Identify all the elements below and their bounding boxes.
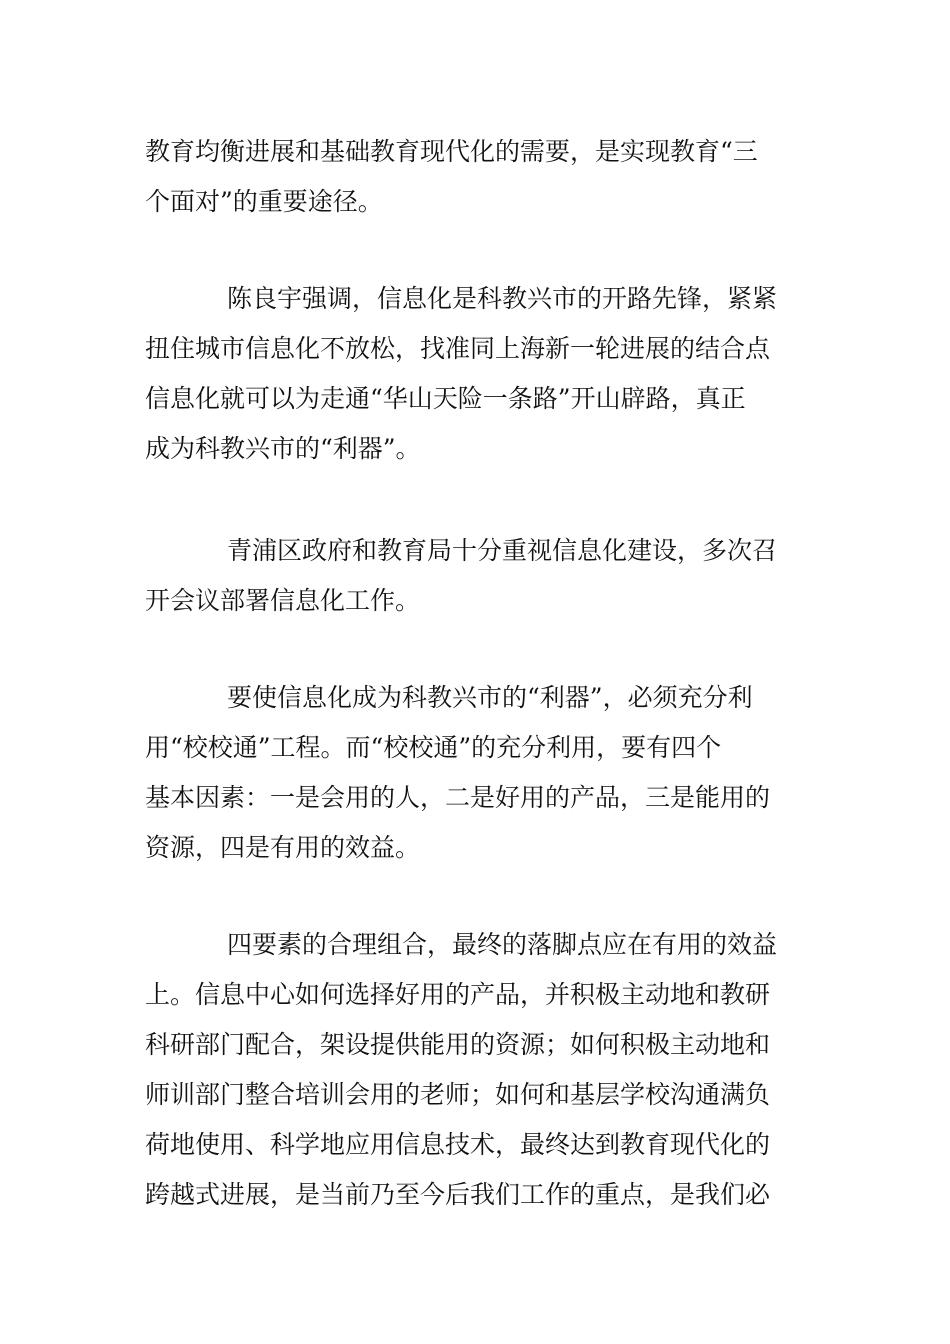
- text-line: 要使信息化成为科教兴市的“利器”，必须充分利: [227, 683, 753, 712]
- text-line: 教育均衡进展和基础教育现代化的需要，是实现教育“三: [145, 137, 758, 166]
- paragraph-combination: [145, 920, 805, 1220]
- text-line: 陈良宇强调，信息化是科教兴市的开路先锋，紧紧: [227, 284, 778, 313]
- text-line: 师训部门整合培训会用的老师；如何和基层学校沟通满负: [145, 1080, 771, 1109]
- text-line: 基本因素：一是会用的人，二是好用的产品，三是能用的: [145, 783, 771, 812]
- paragraph-qingpu: [145, 526, 805, 626]
- text-line: 扭住城市信息化不放松，找准同上海新一轮进展的结合点: [145, 334, 771, 363]
- text-line: 用“校校通”工程。而“校校通”的充分利用，要有四个: [145, 733, 722, 762]
- text-line: 成为科教兴市的“利器”。: [145, 434, 421, 463]
- text-line: 青浦区政府和教育局十分重视信息化建设，多次召: [227, 536, 778, 565]
- text-line: 科研部门配合，架设提供能用的资源；如何积极主动地和: [145, 1030, 771, 1059]
- text-line: 荷地使用、科学地应用信息技术，最终达到教育现代化的: [145, 1130, 771, 1159]
- text-line: 个面对”的重要途径。: [145, 187, 383, 216]
- text-line: 资源，四是有用的效益。: [145, 833, 421, 862]
- text-line: 跨越式进展，是当前乃至今后我们工作的重点，是我们必: [145, 1180, 771, 1209]
- text-line: 开会议部署信息化工作。: [145, 586, 421, 615]
- text-line: 四要素的合理组合，最终的落脚点应在有用的效益: [227, 930, 778, 959]
- paragraph-continuation: [145, 127, 805, 227]
- text-line: 信息化就可以为走通“华山天险一条路”开山辟路，真正: [145, 384, 746, 413]
- paragraph-four-factors: [145, 673, 805, 873]
- text-line: 上。信息中心如何选择好用的产品，并积极主动地和教研: [145, 980, 771, 1009]
- paragraph-chen-liangyu: [145, 274, 805, 474]
